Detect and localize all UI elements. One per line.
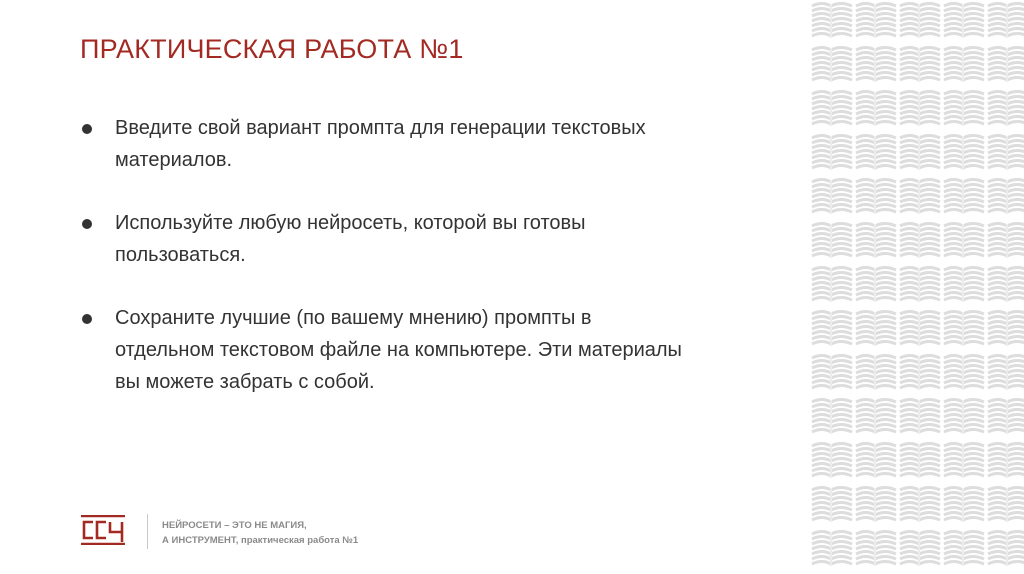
bullet-line: пользоваться. bbox=[115, 244, 246, 266]
bullet-line: вы можете забрать с собой. bbox=[115, 371, 375, 393]
bullet-line: Введите свой вариант промпта для генерации текстовых bbox=[115, 117, 646, 139]
bullet-line: отдельном текстовом файле на компьютере. Эти материалы bbox=[115, 339, 682, 361]
bullet-list bbox=[80, 112, 800, 429]
bullet-item bbox=[80, 302, 800, 398]
footer-line: А ИНСТРУМЕНТ, практическая работа №1 bbox=[162, 535, 359, 546]
slide-title: ПРАКТИЧЕСКАЯ РАБОТА №1 bbox=[80, 34, 464, 64]
bullet-dot-icon bbox=[82, 314, 92, 324]
bullet-line: Сохраните лучшие (по вашему мнению) промпты в bbox=[115, 307, 592, 329]
university-logo bbox=[79, 515, 127, 545]
bullet-line: материалов. bbox=[115, 149, 233, 171]
footer-line: НЕЙРОСЕТИ – ЭТО НЕ МАГИЯ, bbox=[162, 520, 307, 531]
footer-caption bbox=[162, 518, 358, 548]
bullet-line: Используйте любую нейросеть, которой вы готовы bbox=[115, 212, 586, 234]
bullet-item bbox=[80, 112, 800, 176]
bullet-dot-icon bbox=[82, 124, 92, 134]
decorative-book-pattern bbox=[810, 0, 1024, 574]
footer-divider bbox=[147, 514, 148, 549]
bullet-dot-icon bbox=[82, 219, 92, 229]
bullet-item bbox=[80, 207, 800, 271]
